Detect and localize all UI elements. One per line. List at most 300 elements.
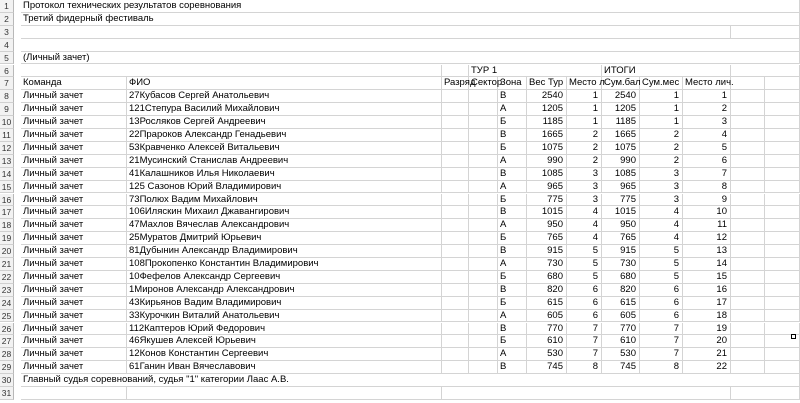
- team-cell[interactable]: Личный зачет: [21, 103, 127, 116]
- sum-points-cell[interactable]: 745: [602, 361, 640, 374]
- empty-cell[interactable]: [731, 258, 765, 271]
- rank-cell[interactable]: [442, 271, 469, 284]
- col-header-rank[interactable]: Разряд: [444, 77, 476, 89]
- team-cell[interactable]: Личный зачет: [21, 258, 127, 271]
- totals-header[interactable]: ИТОГИ: [602, 65, 731, 78]
- final-place-cell[interactable]: 9: [683, 194, 731, 207]
- empty-cell[interactable]: [765, 219, 800, 232]
- rank-cell[interactable]: [442, 310, 469, 323]
- empty-cell[interactable]: [765, 155, 800, 168]
- participant-name-cell[interactable]: 33Курочкин Виталий Анатольевич: [127, 310, 442, 323]
- team-cell[interactable]: Личный зачет: [21, 168, 127, 181]
- zone-cell[interactable]: А: [498, 219, 527, 232]
- weight-cell[interactable]: 1085: [527, 168, 567, 181]
- sum-points-cell[interactable]: 915: [602, 245, 640, 258]
- weight-cell[interactable]: 950: [527, 219, 567, 232]
- rank-cell[interactable]: [442, 129, 469, 142]
- zone-cell[interactable]: Б: [498, 194, 527, 207]
- row-number[interactable]: 4: [0, 39, 14, 52]
- team-cell[interactable]: Личный зачет: [21, 155, 127, 168]
- weight-cell[interactable]: 2540: [527, 90, 567, 103]
- place-cell[interactable]: 4: [567, 219, 602, 232]
- sum-points-cell[interactable]: 605: [602, 310, 640, 323]
- team-cell[interactable]: Личный зачет: [21, 142, 127, 155]
- row-number[interactable]: 10: [0, 116, 14, 129]
- weight-cell[interactable]: 775: [527, 194, 567, 207]
- place-cell[interactable]: 2: [567, 129, 602, 142]
- place-cell[interactable]: 7: [567, 348, 602, 361]
- row-number[interactable]: 14: [0, 168, 14, 181]
- empty-cell[interactable]: [731, 26, 800, 39]
- zone-cell[interactable]: Б: [498, 271, 527, 284]
- empty-cell[interactable]: [765, 116, 800, 129]
- selection-handle[interactable]: [791, 334, 796, 339]
- sum-places-cell[interactable]: 7: [640, 323, 683, 336]
- empty-cell[interactable]: [731, 155, 765, 168]
- weight-cell[interactable]: 1665: [527, 129, 567, 142]
- participant-name-cell[interactable]: 21Мусинский Станислав Андреевич: [127, 155, 442, 168]
- final-place-cell[interactable]: 4: [683, 129, 731, 142]
- rank-cell[interactable]: [442, 181, 469, 194]
- participant-name-cell[interactable]: 43Кирьянов Вадим Владимирович: [127, 297, 442, 310]
- empty-cell[interactable]: [731, 284, 765, 297]
- rank-cell[interactable]: [442, 323, 469, 336]
- rank-cell[interactable]: [442, 103, 469, 116]
- team-cell[interactable]: Личный зачет: [21, 335, 127, 348]
- sector-cell[interactable]: [469, 232, 498, 245]
- participant-name-cell[interactable]: 13Росляков Сергей Андреевич: [127, 116, 442, 129]
- sum-points-cell[interactable]: 615: [602, 297, 640, 310]
- footer-judge[interactable]: Главный судья соревнований, судья "1" категории Лаас А.В.: [21, 374, 800, 387]
- final-place-cell[interactable]: 16: [683, 284, 731, 297]
- sum-places-cell[interactable]: 1: [640, 116, 683, 129]
- rank-cell[interactable]: [442, 258, 469, 271]
- sum-places-cell[interactable]: 7: [640, 348, 683, 361]
- sum-points-cell[interactable]: 965: [602, 181, 640, 194]
- sum-places-cell[interactable]: 4: [640, 232, 683, 245]
- team-cell[interactable]: Личный зачет: [21, 181, 127, 194]
- sector-cell[interactable]: [469, 103, 498, 116]
- sum-points-cell[interactable]: 1085: [602, 168, 640, 181]
- empty-cell[interactable]: [442, 387, 731, 400]
- team-cell[interactable]: Личный зачет: [21, 206, 127, 219]
- sum-points-cell[interactable]: 820: [602, 284, 640, 297]
- team-cell[interactable]: Личный зачет: [21, 129, 127, 142]
- rank-cell[interactable]: [442, 245, 469, 258]
- empty-cell[interactable]: [731, 129, 765, 142]
- final-place-cell[interactable]: 8: [683, 181, 731, 194]
- weight-cell[interactable]: 820: [527, 284, 567, 297]
- row-number[interactable]: 25: [0, 310, 14, 323]
- row-number[interactable]: 12: [0, 142, 14, 155]
- final-place-cell[interactable]: 5: [683, 142, 731, 155]
- empty-cell[interactable]: [765, 245, 800, 258]
- sector-cell[interactable]: [469, 129, 498, 142]
- sector-cell[interactable]: [469, 168, 498, 181]
- weight-cell[interactable]: 1185: [527, 116, 567, 129]
- sum-points-cell[interactable]: 2540: [602, 90, 640, 103]
- zone-cell[interactable]: А: [498, 348, 527, 361]
- participant-name-cell[interactable]: 121Степура Василий Михайлович: [127, 103, 442, 116]
- sum-points-cell[interactable]: 530: [602, 348, 640, 361]
- empty-cell[interactable]: [731, 206, 765, 219]
- empty-cell[interactable]: [21, 26, 731, 39]
- empty-cell[interactable]: [442, 65, 469, 78]
- participant-name-cell[interactable]: 27Кубасов Сергей Анатольевич: [127, 90, 442, 103]
- place-cell[interactable]: 2: [567, 142, 602, 155]
- empty-cell[interactable]: [731, 181, 765, 194]
- sum-points-cell[interactable]: 610: [602, 335, 640, 348]
- final-place-cell[interactable]: 12: [683, 232, 731, 245]
- empty-cell[interactable]: [731, 232, 765, 245]
- place-cell[interactable]: 5: [567, 258, 602, 271]
- participant-name-cell[interactable]: 108Прокопенко Константин Владимирович: [127, 258, 442, 271]
- sector-cell[interactable]: [469, 284, 498, 297]
- weight-cell[interactable]: 730: [527, 258, 567, 271]
- empty-cell[interactable]: [731, 348, 765, 361]
- sum-places-cell[interactable]: 2: [640, 129, 683, 142]
- place-cell[interactable]: 3: [567, 168, 602, 181]
- participant-name-cell[interactable]: 61Ганин Иван Вячеславович: [127, 361, 442, 374]
- empty-cell[interactable]: [731, 142, 765, 155]
- empty-cell[interactable]: [731, 387, 800, 400]
- empty-cell[interactable]: [731, 219, 765, 232]
- weight-cell[interactable]: 1075: [527, 142, 567, 155]
- weight-cell[interactable]: 915: [527, 245, 567, 258]
- sector-cell[interactable]: [469, 245, 498, 258]
- rank-cell[interactable]: [442, 335, 469, 348]
- place-cell[interactable]: 1: [567, 90, 602, 103]
- sector-cell[interactable]: [469, 297, 498, 310]
- participant-name-cell[interactable]: 1Миронов Александр Александрович: [127, 284, 442, 297]
- participant-name-cell[interactable]: 112Каптеров Юрий Федорович: [127, 323, 442, 336]
- zone-cell[interactable]: А: [498, 310, 527, 323]
- zone-cell[interactable]: В: [498, 284, 527, 297]
- weight-cell[interactable]: 610: [527, 335, 567, 348]
- empty-cell[interactable]: [731, 103, 765, 116]
- sum-points-cell[interactable]: 680: [602, 271, 640, 284]
- zone-cell[interactable]: А: [498, 103, 527, 116]
- row-number[interactable]: 27: [0, 335, 14, 348]
- weight-cell[interactable]: 615: [527, 297, 567, 310]
- sector-cell[interactable]: [469, 323, 498, 336]
- row-number[interactable]: 30: [0, 374, 14, 387]
- tour-header[interactable]: ТУР 1: [469, 65, 602, 78]
- final-place-cell[interactable]: 15: [683, 271, 731, 284]
- weight-cell[interactable]: 990: [527, 155, 567, 168]
- row-number[interactable]: 8: [0, 90, 14, 103]
- sum-points-cell[interactable]: 1665: [602, 129, 640, 142]
- rank-cell[interactable]: [442, 284, 469, 297]
- empty-cell[interactable]: [765, 232, 800, 245]
- empty-cell[interactable]: [765, 77, 800, 90]
- zone-cell[interactable]: А: [498, 258, 527, 271]
- participant-name-cell[interactable]: 22Прароков Александр Генадьевич: [127, 129, 442, 142]
- zone-cell[interactable]: В: [498, 168, 527, 181]
- col-header-sum-points[interactable]: Сум.бал: [604, 77, 641, 89]
- participant-name-cell[interactable]: 12Конов Константин Сергеевич: [127, 348, 442, 361]
- empty-cell[interactable]: [765, 168, 800, 181]
- final-place-cell[interactable]: 22: [683, 361, 731, 374]
- sector-cell[interactable]: [469, 142, 498, 155]
- final-place-cell[interactable]: 11: [683, 219, 731, 232]
- sum-places-cell[interactable]: 2: [640, 142, 683, 155]
- sum-points-cell[interactable]: 730: [602, 258, 640, 271]
- empty-cell[interactable]: [731, 361, 765, 374]
- empty-cell[interactable]: [731, 77, 765, 90]
- rank-cell[interactable]: [442, 194, 469, 207]
- row-number[interactable]: 17: [0, 206, 14, 219]
- final-place-cell[interactable]: 14: [683, 258, 731, 271]
- participant-name-cell[interactable]: 25Муратов Дмитрий Юрьевич: [127, 232, 442, 245]
- empty-cell[interactable]: [731, 90, 765, 103]
- sum-places-cell[interactable]: 1: [640, 103, 683, 116]
- row-number[interactable]: 23: [0, 284, 14, 297]
- empty-cell[interactable]: [765, 181, 800, 194]
- row-number[interactable]: 5: [0, 52, 14, 65]
- sector-cell[interactable]: [469, 335, 498, 348]
- team-cell[interactable]: Личный зачет: [21, 90, 127, 103]
- row-number[interactable]: 19: [0, 232, 14, 245]
- participant-name-cell[interactable]: 41Калашников Илья Николаевич: [127, 168, 442, 181]
- empty-cell[interactable]: [731, 168, 765, 181]
- team-cell[interactable]: Личный зачет: [21, 297, 127, 310]
- row-number[interactable]: 9: [0, 103, 14, 116]
- rank-cell[interactable]: [442, 168, 469, 181]
- empty-cell[interactable]: [731, 323, 765, 336]
- place-cell[interactable]: 1: [567, 103, 602, 116]
- sum-places-cell[interactable]: 8: [640, 361, 683, 374]
- row-number[interactable]: 6: [0, 65, 14, 78]
- weight-cell[interactable]: 765: [527, 232, 567, 245]
- empty-cell[interactable]: [765, 194, 800, 207]
- row-number[interactable]: 3: [0, 26, 14, 39]
- sum-places-cell[interactable]: 7: [640, 335, 683, 348]
- sector-cell[interactable]: [469, 90, 498, 103]
- row-number[interactable]: 31: [0, 387, 14, 400]
- row-number[interactable]: 28: [0, 348, 14, 361]
- sum-places-cell[interactable]: 6: [640, 310, 683, 323]
- team-cell[interactable]: Личный зачет: [21, 194, 127, 207]
- row-number[interactable]: 13: [0, 155, 14, 168]
- sum-places-cell[interactable]: 6: [640, 297, 683, 310]
- subtitle[interactable]: (Личный зачет): [21, 52, 800, 65]
- final-place-cell[interactable]: 19: [683, 323, 731, 336]
- rank-cell[interactable]: [442, 348, 469, 361]
- team-cell[interactable]: Личный зачет: [21, 361, 127, 374]
- zone-cell[interactable]: Б: [498, 297, 527, 310]
- row-number[interactable]: 1: [0, 0, 14, 13]
- final-place-cell[interactable]: 7: [683, 168, 731, 181]
- empty-cell[interactable]: [731, 335, 765, 348]
- sum-points-cell[interactable]: 1075: [602, 142, 640, 155]
- place-cell[interactable]: 6: [567, 310, 602, 323]
- empty-cell[interactable]: [731, 194, 765, 207]
- team-cell[interactable]: Личный зачет: [21, 245, 127, 258]
- col-header-place[interactable]: Место л: [569, 77, 605, 89]
- participant-name-cell[interactable]: 47Махлов Вячеслав Александрович: [127, 219, 442, 232]
- weight-cell[interactable]: 1015: [527, 206, 567, 219]
- row-number[interactable]: 16: [0, 194, 14, 207]
- sum-places-cell[interactable]: 4: [640, 206, 683, 219]
- team-cell[interactable]: Личный зачет: [21, 219, 127, 232]
- empty-cell[interactable]: [765, 142, 800, 155]
- rank-cell[interactable]: [442, 219, 469, 232]
- col-header-weight[interactable]: Вес Тур: [527, 77, 567, 90]
- empty-cell[interactable]: [765, 361, 800, 374]
- zone-cell[interactable]: В: [498, 90, 527, 103]
- empty-cell[interactable]: [765, 90, 800, 103]
- sector-cell[interactable]: [469, 348, 498, 361]
- zone-cell[interactable]: Б: [498, 232, 527, 245]
- sum-points-cell[interactable]: 765: [602, 232, 640, 245]
- weight-cell[interactable]: 1205: [527, 103, 567, 116]
- participant-name-cell[interactable]: 46Якушев Алексей Юрьевич: [127, 335, 442, 348]
- place-cell[interactable]: 5: [567, 245, 602, 258]
- weight-cell[interactable]: 770: [527, 323, 567, 336]
- rank-cell[interactable]: [442, 361, 469, 374]
- col-header-fio[interactable]: ФИО: [127, 77, 442, 90]
- team-cell[interactable]: Личный зачет: [21, 284, 127, 297]
- col-header-sector[interactable]: Сектор: [471, 77, 503, 89]
- sum-points-cell[interactable]: 770: [602, 323, 640, 336]
- sum-places-cell[interactable]: 5: [640, 258, 683, 271]
- empty-cell[interactable]: [731, 310, 765, 323]
- participant-name-cell[interactable]: 81Дубынин Александр Владимирович: [127, 245, 442, 258]
- team-cell[interactable]: Личный зачет: [21, 232, 127, 245]
- sector-cell[interactable]: [469, 219, 498, 232]
- event-name[interactable]: Третий фидерный фестиваль: [21, 13, 800, 26]
- zone-cell[interactable]: Б: [498, 116, 527, 129]
- empty-cell[interactable]: [765, 271, 800, 284]
- sector-cell[interactable]: [469, 271, 498, 284]
- final-place-cell[interactable]: 10: [683, 206, 731, 219]
- sector-cell[interactable]: [469, 361, 498, 374]
- empty-cell[interactable]: [731, 271, 765, 284]
- col-header-sum-places[interactable]: Сум.мес: [640, 77, 683, 90]
- zone-cell[interactable]: В: [498, 245, 527, 258]
- empty-cell[interactable]: [765, 297, 800, 310]
- sector-cell[interactable]: [469, 116, 498, 129]
- empty-cell[interactable]: [21, 39, 800, 52]
- empty-cell[interactable]: [765, 103, 800, 116]
- sum-places-cell[interactable]: 5: [640, 271, 683, 284]
- empty-cell[interactable]: [765, 310, 800, 323]
- rank-cell[interactable]: [442, 297, 469, 310]
- row-number[interactable]: 29: [0, 361, 14, 374]
- empty-cell[interactable]: [765, 258, 800, 271]
- zone-cell[interactable]: В: [498, 206, 527, 219]
- participant-name-cell[interactable]: 10Фефелов Александр Сергеевич: [127, 271, 442, 284]
- rank-cell[interactable]: [442, 90, 469, 103]
- zone-cell[interactable]: Б: [498, 142, 527, 155]
- weight-cell[interactable]: 745: [527, 361, 567, 374]
- row-number[interactable]: 7: [0, 77, 14, 90]
- row-number[interactable]: 21: [0, 258, 14, 271]
- rank-cell[interactable]: [442, 206, 469, 219]
- row-number[interactable]: 22: [0, 271, 14, 284]
- place-cell[interactable]: 4: [567, 232, 602, 245]
- sector-cell[interactable]: [469, 155, 498, 168]
- empty-cell[interactable]: [731, 297, 765, 310]
- empty-cell[interactable]: [765, 206, 800, 219]
- weight-cell[interactable]: 680: [527, 271, 567, 284]
- final-place-cell[interactable]: 2: [683, 103, 731, 116]
- rank-cell[interactable]: [442, 116, 469, 129]
- rank-cell[interactable]: [442, 155, 469, 168]
- participant-name-cell[interactable]: 53Кравченко Алексей Витальевич: [127, 142, 442, 155]
- sum-points-cell[interactable]: 1185: [602, 116, 640, 129]
- row-number[interactable]: 24: [0, 297, 14, 310]
- sum-points-cell[interactable]: 1015: [602, 206, 640, 219]
- team-cell[interactable]: Личный зачет: [21, 116, 127, 129]
- zone-cell[interactable]: В: [498, 361, 527, 374]
- final-place-cell[interactable]: 1: [683, 90, 731, 103]
- col-header-team[interactable]: Команда: [21, 77, 127, 90]
- row-number[interactable]: 2: [0, 13, 14, 26]
- row-number[interactable]: 20: [0, 245, 14, 258]
- sum-points-cell[interactable]: 775: [602, 194, 640, 207]
- row-number[interactable]: 26: [0, 323, 14, 336]
- final-place-cell[interactable]: 3: [683, 116, 731, 129]
- place-cell[interactable]: 1: [567, 116, 602, 129]
- place-cell[interactable]: 4: [567, 206, 602, 219]
- empty-cell[interactable]: [21, 387, 127, 400]
- empty-cell[interactable]: [765, 348, 800, 361]
- place-cell[interactable]: 5: [567, 271, 602, 284]
- participant-name-cell[interactable]: 125 Сазонов Юрий Владимирович: [127, 181, 442, 194]
- team-cell[interactable]: Личный зачет: [21, 271, 127, 284]
- sheet-title[interactable]: Протокол технических результатов соревнования: [21, 0, 800, 13]
- empty-cell[interactable]: [765, 129, 800, 142]
- final-place-cell[interactable]: 21: [683, 348, 731, 361]
- row-number[interactable]: 15: [0, 181, 14, 194]
- team-cell[interactable]: Личный зачет: [21, 323, 127, 336]
- final-place-cell[interactable]: 20: [683, 335, 731, 348]
- place-cell[interactable]: 7: [567, 335, 602, 348]
- sector-cell[interactable]: [469, 181, 498, 194]
- sum-points-cell[interactable]: 950: [602, 219, 640, 232]
- row-number[interactable]: 11: [0, 129, 14, 142]
- empty-cell[interactable]: [765, 284, 800, 297]
- final-place-cell[interactable]: 18: [683, 310, 731, 323]
- place-cell[interactable]: 3: [567, 181, 602, 194]
- zone-cell[interactable]: А: [498, 155, 527, 168]
- sector-cell[interactable]: [469, 258, 498, 271]
- weight-cell[interactable]: 965: [527, 181, 567, 194]
- row-number[interactable]: 18: [0, 219, 14, 232]
- rank-cell[interactable]: [442, 232, 469, 245]
- final-place-cell[interactable]: 6: [683, 155, 731, 168]
- rank-cell[interactable]: [442, 142, 469, 155]
- place-cell[interactable]: 7: [567, 323, 602, 336]
- zone-cell[interactable]: В: [498, 129, 527, 142]
- col-header-final-place[interactable]: Место лич.: [685, 77, 734, 89]
- empty-cell[interactable]: [731, 116, 765, 129]
- empty-cell[interactable]: [21, 65, 442, 78]
- sum-points-cell[interactable]: 990: [602, 155, 640, 168]
- team-cell[interactable]: Личный зачет: [21, 310, 127, 323]
- sector-cell[interactable]: [469, 310, 498, 323]
- place-cell[interactable]: 8: [567, 361, 602, 374]
- col-header-zone[interactable]: Зона: [498, 77, 527, 90]
- weight-cell[interactable]: 605: [527, 310, 567, 323]
- sum-places-cell[interactable]: 3: [640, 168, 683, 181]
- sector-cell[interactable]: [469, 194, 498, 207]
- zone-cell[interactable]: А: [498, 181, 527, 194]
- empty-cell[interactable]: [731, 245, 765, 258]
- empty-cell[interactable]: [127, 387, 442, 400]
